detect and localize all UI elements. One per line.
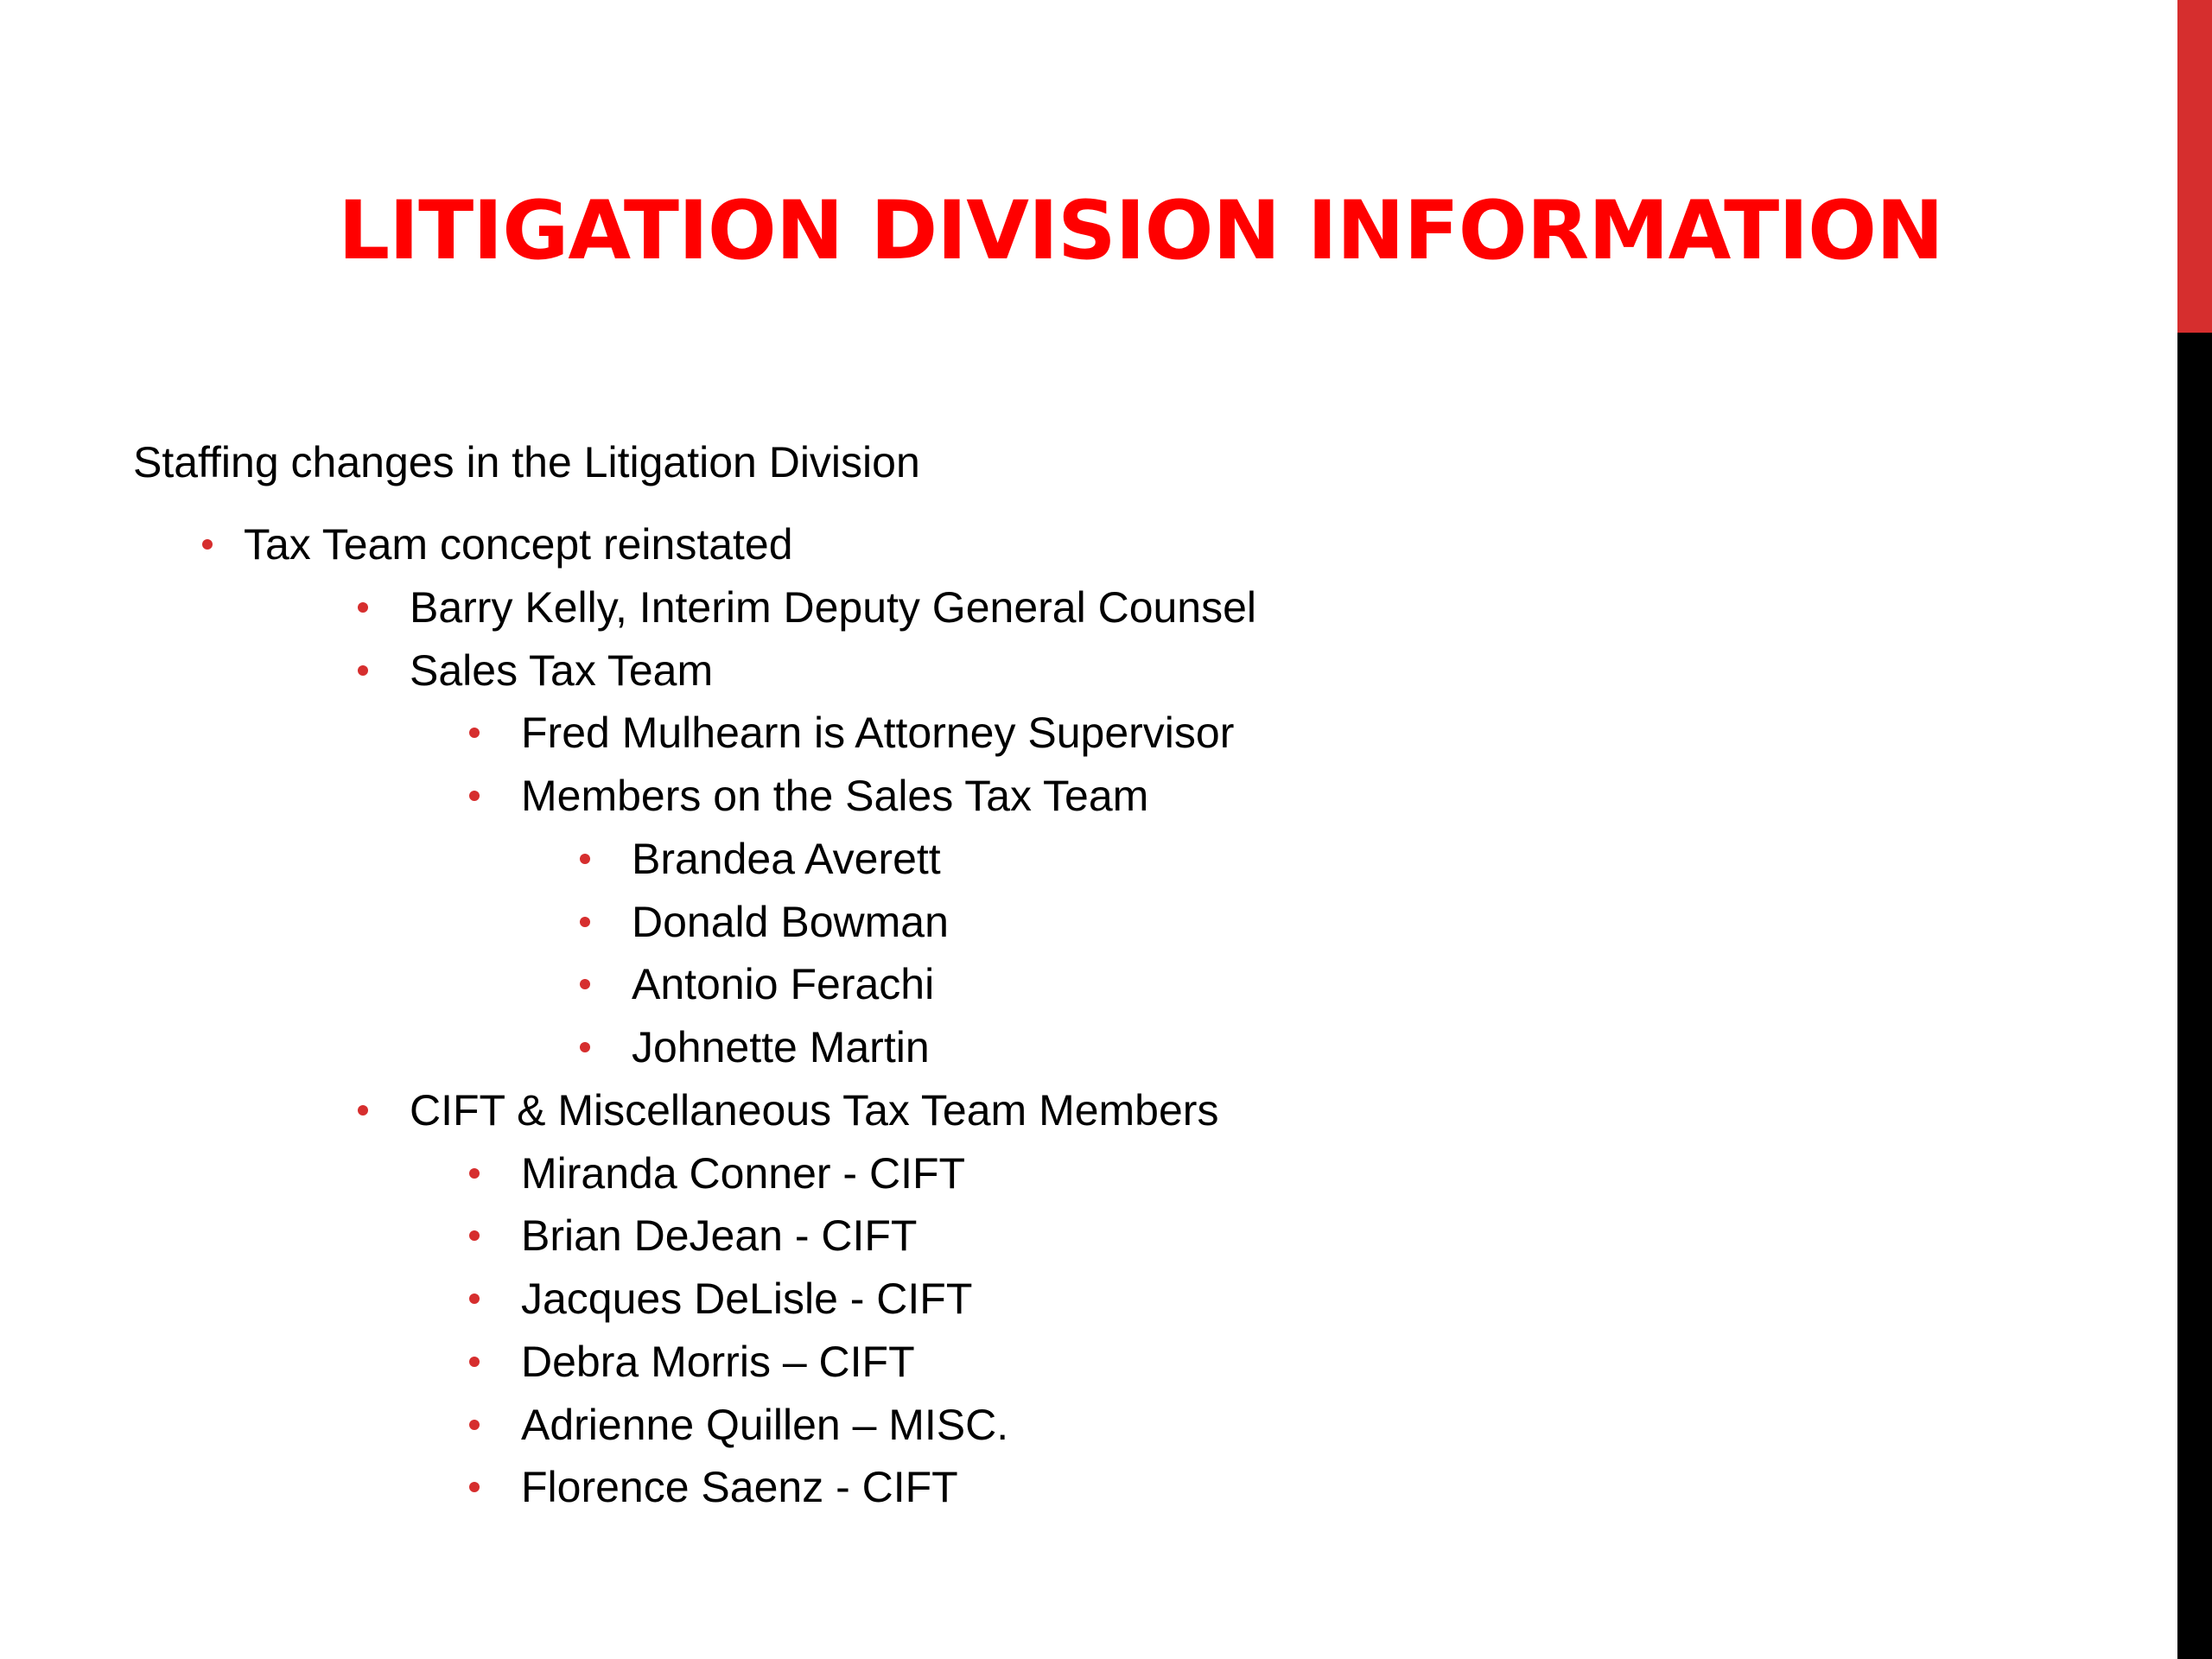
bullet-icon	[469, 1230, 480, 1241]
bullet-icon	[358, 1105, 368, 1116]
bullet-icon	[580, 979, 590, 989]
list-item: Brian DeJean - CIFT	[521, 1211, 918, 1260]
list-item: Antonio Ferachi	[632, 960, 935, 1008]
bullet-icon	[469, 1420, 480, 1430]
list-item: CIFT & Miscellaneous Tax Team Members	[410, 1086, 1219, 1135]
slide-edge-accent	[2177, 0, 2212, 333]
list-item: Miranda Conner - CIFT	[521, 1149, 966, 1198]
bullet-icon	[469, 791, 480, 801]
list-item: Members on the Sales Tax Team	[521, 772, 1149, 820]
bullet-icon	[580, 1042, 590, 1052]
list-item: Johnette Martin	[632, 1023, 930, 1071]
bullet-icon	[580, 917, 590, 927]
list-item: Tax Team concept reinstated	[244, 520, 793, 569]
bullet-icon	[469, 1357, 480, 1367]
list-item: Brandea Averett	[632, 835, 941, 883]
list-item: Adrienne Quillen – MISC.	[521, 1401, 1009, 1449]
list-item: Jacques DeLisle - CIFT	[521, 1274, 973, 1323]
bullet-icon	[469, 1482, 480, 1492]
bullet-icon	[469, 728, 480, 738]
bullet-icon	[358, 665, 368, 676]
list-item: Barry Kelly, Interim Deputy General Counsel	[410, 583, 1257, 632]
bullet-icon	[580, 854, 590, 864]
list-item: Debra Morris – CIFT	[521, 1338, 915, 1386]
bullet-icon	[202, 539, 213, 550]
list-item: Florence Saenz - CIFT	[521, 1463, 958, 1511]
list-item: Fred Mulhearn is Attorney Supervisor	[521, 709, 1235, 757]
list-item: Sales Tax Team	[410, 646, 714, 695]
slide-title: LITIGATION DIVISION INFORMATION	[338, 184, 1943, 278]
bullet-icon	[358, 602, 368, 613]
bullet-icon	[469, 1168, 480, 1179]
intro-text: Staffing changes in the Litigation Division	[133, 438, 920, 486]
list-item: Donald Bowman	[632, 898, 949, 946]
bullet-icon	[469, 1294, 480, 1304]
